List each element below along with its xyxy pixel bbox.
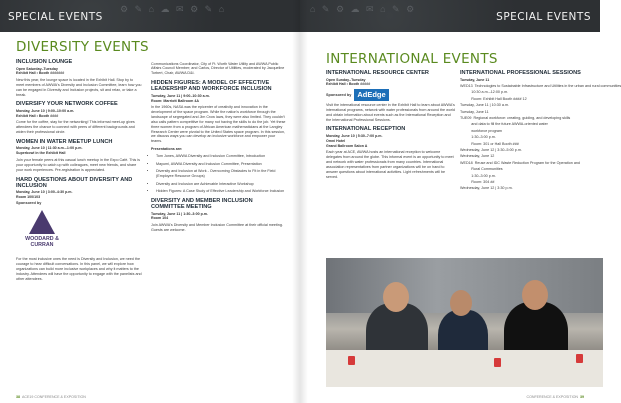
session-line: WED18 Reuse and IDC Waste Reduction Program for the Operation and — [460, 160, 580, 165]
adedge-logo-icon: AdEdge — [354, 89, 388, 101]
diversity-event-meta: Monday, June 10 | 3:00–4:30 p.m. Room 100/103 — [16, 190, 73, 199]
chalkboard-doodle-banner-icon: ⌂ ✎ ⚙ ☁ ✉ ⌂ ✎ ⚙ — [310, 4, 417, 14]
photo-person-2-head — [450, 290, 472, 316]
left-footer — [16, 395, 86, 399]
column-2-intro: Communications Coordinator, City of Ft. Worth Water Utility and AWWA Public Affairs Council Member; and Carlos, Director of Utilities, moderated by Jacqueline Torbert, Chair, AWWA D&I. — [151, 61, 285, 76]
diversity-event-heading: HARD QUESTIONS ABOUT DIVERSITY AND INCLUSION — [16, 176, 133, 189]
international-column-1 — [326, 66, 456, 180]
diversity-event-meta: Open Saturday–Tuesday Exhibit Hall • Booth ####### — [16, 66, 65, 76]
photo-cup-icon — [348, 356, 355, 365]
woodard-curran-logo-icon — [16, 210, 68, 254]
right-footer — [526, 395, 584, 399]
diversity-event-meta: Monday, June 10 | 11:30 a.m.–1:00 p.m. Superbowl in the Exhibit Hall — [16, 146, 83, 156]
diversity-event-heading: DIVERSIFY YOUR NETWORK COFFEE — [16, 101, 118, 108]
hard-questions-body: For the most inclusive ones the need is Diversity and Inclusion, we need the courage to hear difficult conversations. In this panel, we will explore how organizations can build more inclusive workplaces and why it matters to the industry. Attendees will have the opportunity to engage with the panelists and other attendees. — [16, 257, 142, 281]
presentations-label: Presentations are: — [151, 147, 183, 152]
right-page-number: 39 — [580, 395, 584, 399]
chalkboard-doodle-banner-icon: ⚙ ✎ ⌂ ☁ ✉ ⚙ ✎ ⌂ — [120, 4, 227, 14]
session-line: Room: 301 or Hall Booth ### — [460, 141, 519, 146]
right-banner — [300, 0, 600, 32]
book-spine-shadow — [292, 0, 308, 403]
right-footer-text: CONFERENCE & EXPOSITION — [526, 395, 578, 399]
session-line: workforce program — [460, 128, 503, 133]
session-line: Wednesday, June 12 — [460, 154, 495, 159]
professional-sessions-meta: Tuesday, June 11 — [460, 77, 490, 82]
session-line: Tuesday, June 11 | 10:30 a.m. — [460, 103, 510, 108]
presentation-item: • Tom Jones, AWWA Diversity and Inclusion Committee, Introduction — [156, 154, 287, 159]
diversity-events-title: DIVERSITY EVENTS — [16, 39, 149, 55]
reception-body: Each year at ACE, AWWA hosts an international reception to welcome delegates from around the globe. This informal event is an opportunity to meet and network with water professionals from many countries. International association representatives from partner organizations will be on hand to answer questions about international activities. Light refreshments will be served. — [326, 150, 454, 179]
session-line: Room: 304 ## — [460, 180, 495, 184]
photo-cup-icon — [494, 358, 501, 367]
presentation-item: • Mayumi, AWWA Diversity and Inclusion Committee, Presentation — [156, 162, 287, 167]
diversity-event-body: Come for the coffee, stay for the networking! This informal meet-up gives attendees the chance to connect with peers of different backgrounds and widen their professional circle. — [16, 120, 135, 135]
session-line: 1:30–3:00 p.m. — [460, 173, 496, 178]
professional-sessions-heading: INTERNATIONAL PROFESSIONAL SESSIONS — [460, 70, 581, 76]
diversity-event-body: Join your female peers at this casual lunch meetup in the Expo Café. This is your opportunity to catch up with colleagues, meet new friends, and share your work experiences. Pre-registration is appreciated. — [16, 157, 140, 172]
committee-meeting-heading: DIVERSITY AND MEMBER INCLUSION COMMITTEE MEETING — [151, 198, 253, 210]
woodard-curran-triangle-icon — [29, 210, 55, 234]
session-line: Wednesday, June 12 | 3:30 p.m. — [460, 186, 513, 191]
photo-person-1-head — [383, 282, 409, 312]
international-column-2 — [460, 66, 621, 191]
hidden-figures-body: In the 1960s, NASA was the epicenter of creativity and innovation in the development of the space program. While the nation's workforce through the landscape of segregated and Jim Crow laws, they were also limited. They couldn't also calls pattern competitive for many not having the skills to do the job. Yet these three women from a program of African American mathematicians at the Langley Research Center were pivotal to the United States space program. In this session, we discuss ways you can develop an inclusive workforce and empower your teams. — [151, 105, 286, 144]
woodard-curran-name: WOODARD & CURRAN — [25, 236, 59, 249]
resource-center-meta: Open Sunday–Tuesday Exhibit Hall • Booth ##### — [326, 77, 371, 87]
left-banner-title: SPECIAL EVENTS — [8, 11, 103, 23]
hidden-figures-heading: HIDDEN FIGURES: A MODEL OF EFFECTIVE LEADERSHIP AND WORKFORCE INCLUSION — [151, 80, 272, 93]
left-footer-text: ACE19 CONFERENCE & EXPOSITION — [22, 395, 86, 399]
session-line: Room: Exhibit Hall Booth #### 12 — [460, 96, 527, 101]
session-line: 10:30 a.m.–12:00 p.m. — [460, 90, 509, 95]
session-line: Rural Communities — [460, 167, 503, 172]
event-photo — [326, 258, 603, 387]
sponsored-by-label: Sponsored by — [16, 201, 42, 206]
professional-sessions-list — [460, 83, 621, 191]
photo-cup-icon — [576, 354, 583, 363]
session-line: 1:30–3:00 p.m. — [460, 135, 496, 140]
session-line: WED13 Technologies to Sustainable Infrastructure and Utilities in the urban and rural communities — [460, 83, 621, 88]
resource-center-heading: INTERNATIONAL RESOURCE CENTER — [326, 70, 429, 76]
diversity-event-heading: WOMEN IN WATER MEETUP LUNCH — [16, 138, 113, 145]
left-banner — [0, 0, 300, 32]
presentation-item: • Hidden Figures: A Case Study of Effective Leadership and Workforce Inclusion — [156, 189, 287, 194]
session-line: Tuesday, June 11 — [460, 109, 489, 114]
committee-meeting-body: Join AWWA's Diversity and Member Inclusion Committee at their official meeting. Guests are welcome. — [151, 222, 283, 232]
session-line: Wednesday, June 12 | 3:30–5:00 p.m. — [460, 147, 522, 152]
session-line: TUE09 Regional workforce: creating, guiding, and developing skills — [460, 115, 571, 120]
diversity-event-body: New this year, the lounge space is located in the Exhibit Hall. Stop by to meet members of AWWA's Diversity and Inclusion Committee, learn how you can be engaged in Diversity and Inclusion projects, sit and relax, or take a break. — [16, 77, 142, 97]
diversity-column-1 — [16, 55, 142, 282]
resource-center-body: Visit the international resource center in the Exhibit Hall to learn about AWWA's international programs, network with water professionals from around the world and obtain information about events such as the International Reception and the International Professional Sessions. — [326, 102, 455, 122]
presentation-item: • Diversity and Inclusion at Work - Overcoming Obstacles to Fit in the Field (Employee Resource Groups) — [156, 169, 287, 179]
session-line: and data to fill the future AWWA-oriented water — [460, 122, 548, 127]
sponsored-by-label: Sponsored by — [326, 92, 352, 97]
left-page — [0, 0, 300, 403]
diversity-event-meta: Monday, June 10 | 9:00–10:00 a.m. Exhibit Hall • Booth #### — [16, 108, 75, 118]
diversity-event-heading: INCLUSION LOUNGE — [16, 59, 73, 65]
adedge-sponsor — [326, 89, 456, 101]
hidden-figures-meta: Tuesday, June 11 | 9:00–10:30 a.m. Room: Marriott Ballroom 4A — [151, 93, 210, 103]
presentations-list — [151, 154, 287, 194]
photo-person-3-head — [522, 280, 548, 310]
reception-meta: Monday, June 10 | 5:30–7:00 p.m. Omni Hotel Grand Ballroom Salon A — [326, 133, 383, 148]
reception-heading: INTERNATIONAL RECEPTION — [326, 126, 406, 133]
international-events-title: INTERNATIONAL EVENTS — [326, 51, 498, 67]
diversity-column-2 — [151, 60, 287, 233]
left-page-number: 38 — [16, 395, 20, 399]
right-banner-title: SPECIAL EVENTS — [496, 11, 591, 23]
committee-meeting-meta: Tuesday, June 11 | 1:30–3:00 p.m. Room 104 — [151, 211, 209, 221]
presentation-item: • Diversity and Inclusion are Achievable Interactive Workshop — [156, 182, 287, 187]
photo-table — [326, 350, 603, 387]
